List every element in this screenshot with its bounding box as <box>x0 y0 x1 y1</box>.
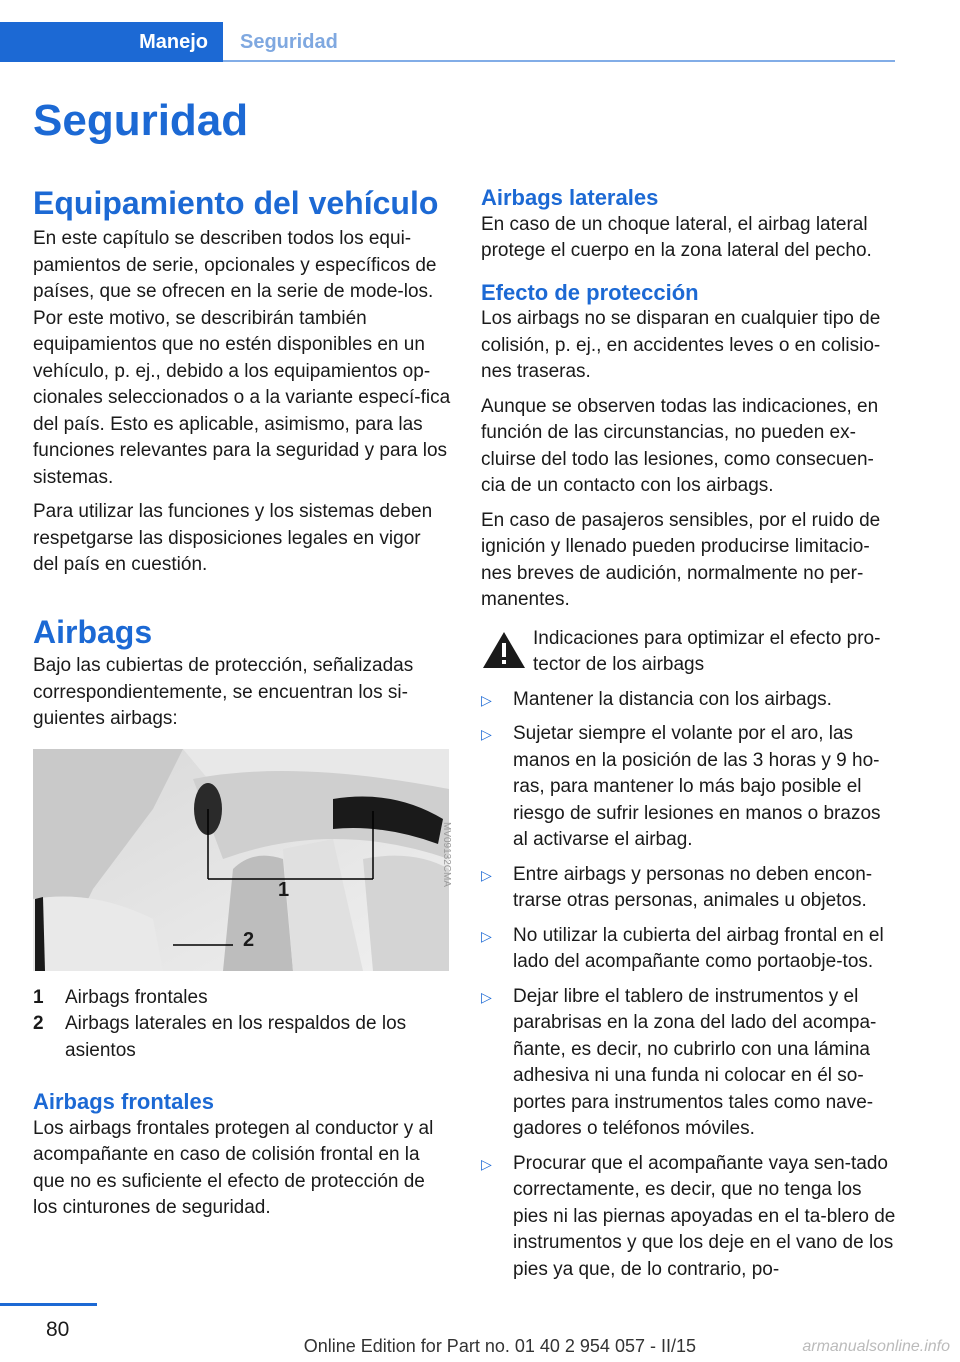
list-item <box>481 862 897 915</box>
paragraph: Los airbags frontales protegen al conductor y al acompañante en caso de colisión frontal en la que no es suficiente el efecto de protección de los cinturones de seguridad. <box>33 1117 434 1219</box>
paragraph: Aunque se observen todas las indicaciones, en función de las circunstancias, no pueden ex-cluirse del todo las lesiones, como consecuen-cia de un contacto con los airbags. <box>481 395 879 496</box>
triangle-bullet-icon: ▷ <box>481 866 492 883</box>
watermark: armanualsonline.info <box>802 1338 950 1355</box>
legend-number: 1 <box>33 986 44 1008</box>
warning-box <box>481 626 897 679</box>
left-column <box>33 184 451 1230</box>
list-item <box>481 923 897 976</box>
triangle-bullet-icon: ▷ <box>481 691 492 708</box>
list-item-text: Dejar libre el tablero de instrumentos y el parabrisas en la zona del lado del acompa-ñante, es decir, no cubrirlo con una lámina adhesiva ni una funda ni colocar en él so-portes para instrumentos tales como nave-gadores o teléfonos móviles. <box>513 985 877 1139</box>
list-item-text: Sujetar siempre el volante por el aro, las manos en la posición de las 3 horas y 9 ho-ras, para mantener lo más bajo posible el riesgo de sufrir lesiones en manos o brazos al activarse el airbag. <box>513 723 881 850</box>
paragraph: En caso de un choque lateral, el airbag lateral protege el cuerpo en la zona lateral del pecho. <box>481 213 872 261</box>
section-title-airbags: Airbags <box>33 613 153 650</box>
list-item-text: No utilizar la cubierta del airbag frontal en el lado del acompañante como portaobje-tos. <box>513 924 884 972</box>
legend-number: 2 <box>33 1013 44 1035</box>
header-tabs <box>0 0 960 64</box>
header-rule <box>223 60 895 62</box>
warning-text: Indicaciones para optimizar el efecto pro-tector de los airbags <box>533 627 881 675</box>
triangle-bullet-icon: ▷ <box>481 726 492 742</box>
triangle-bullet-icon: ▷ <box>481 988 492 1005</box>
legend-item <box>33 1011 451 1064</box>
section-title-airbags-frontales: Airbags frontales <box>33 1089 214 1115</box>
car-interior-image <box>33 749 449 971</box>
airbag-illustration <box>33 749 452 971</box>
figure-legend <box>33 985 451 1065</box>
section-title-airbags-laterales: Airbags laterales <box>481 185 659 210</box>
page-title: Seguridad <box>33 96 249 145</box>
right-column <box>481 184 897 1291</box>
page-number: 80 <box>46 1318 70 1341</box>
tab-seguridad[interactable]: Seguridad <box>240 30 338 53</box>
triangle-bullet-icon: ▷ <box>481 1155 492 1172</box>
paragraph: Bajo las cubiertas de protección, señalizadas correspondientemente, se encuentran los si-guientes airbags: <box>33 655 414 730</box>
triangle-bullet-icon: ▷ <box>481 927 492 944</box>
bullet-list <box>481 687 897 1284</box>
legend-text: Airbags frontales <box>65 986 208 1008</box>
section-title-equipamiento: Equipamiento del vehículo <box>33 185 439 221</box>
list-item-text: Entre airbags y personas no deben encon-trarse otras personas, animales u objetos. <box>513 863 873 911</box>
list-item-text: Procurar que el acompañante vaya sen-tado correctamente, es decir, que no tenga los pies ni las piernas apoyadas en el ta-blero de instrumentos y que los deje en el vano de los pies ya que, de lo contrario, po- <box>513 1152 896 1280</box>
legend-item <box>33 985 451 1012</box>
paragraph: En caso de pasajeros sensibles, por el ruido de ignición y llenado pueden producirse limitacio-nes breves de audición, normalmente no per-manentes. <box>481 509 881 610</box>
tab-manejo[interactable]: Manejo <box>0 22 223 62</box>
edition-text: Online Edition for Part no. 01 40 2 954 057 - II/15 <box>303 1336 696 1356</box>
list-item <box>481 984 897 1143</box>
callout-2: 2 <box>243 928 255 951</box>
paragraph: En este capítulo se describen todos los equi-pamientos de serie, opcionales y específicos de países, que se ofrecen en la serie de mode-los. Por este motivo, se describirán también equipamientos que no estén disponibles en un vehículo, p. ej., debido a los equipamientos op-cionales seleccionados o a la variante especí-fica del país. Esto es aplicable, asimismo, para las funciones relevantes para la seguridad y para los sistemas. <box>33 228 451 488</box>
callout-1: 1 <box>278 878 290 901</box>
list-item <box>481 721 897 854</box>
figure-code: MV09132CMA <box>440 821 452 887</box>
section-title-efecto: Efecto de protección <box>481 279 699 305</box>
list-item <box>481 687 897 714</box>
warning-triangle-icon <box>481 630 527 670</box>
list-item <box>481 1151 897 1284</box>
list-item-text: Mantener la distancia con los airbags. <box>513 688 832 710</box>
paragraph: Los airbags no se disparan en cualquier tipo de colisión, p. ej., en accidentes leves o en colisio-nes traseras. <box>481 308 881 382</box>
paragraph: Para utilizar las funciones y los sistemas deben respetgarse las disposiciones legales en vigor del país en cuestión. <box>33 501 433 576</box>
footer-rule <box>0 1303 97 1306</box>
legend-text: Airbags laterales en los respaldos de los asientos <box>65 1013 407 1061</box>
